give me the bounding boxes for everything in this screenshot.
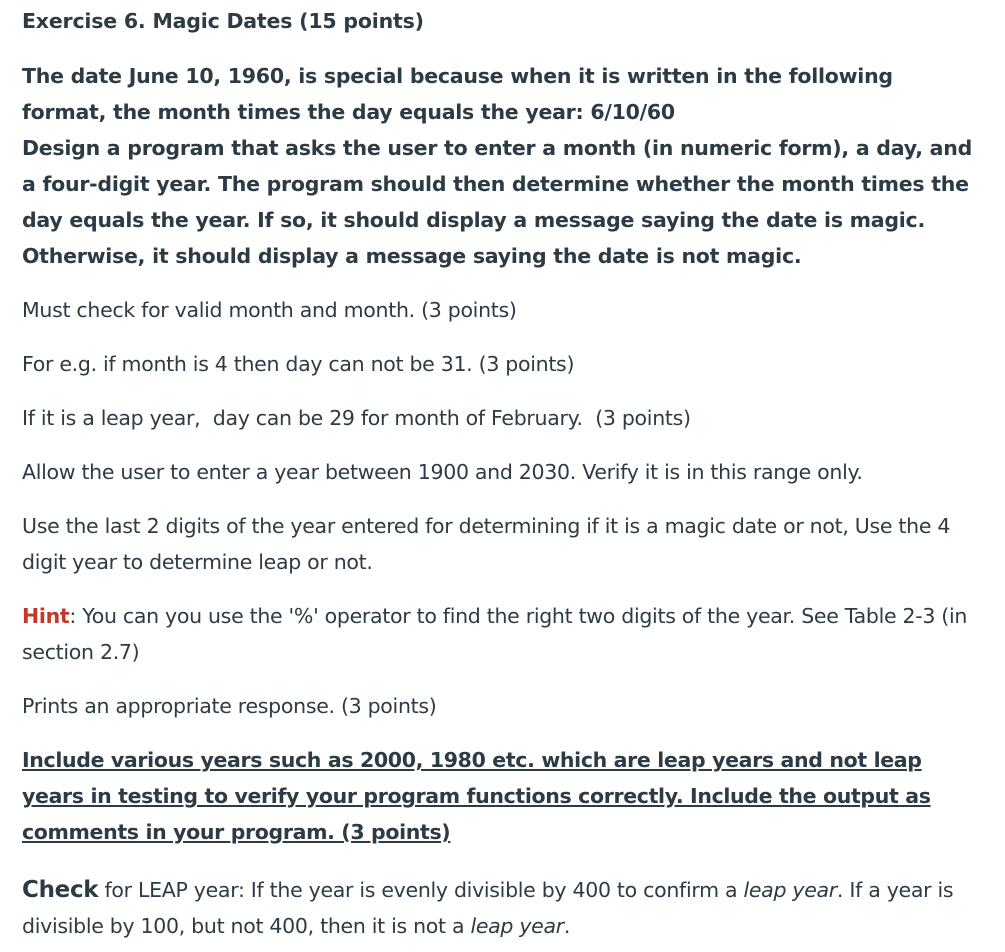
leap-check-part-3: . <box>563 914 571 938</box>
response-requirement: Prints an appropriate response. (3 points) <box>22 694 437 718</box>
intro-line-1: The date June 10, 1960, is special because when it is written in the following format, the month times the day equals the year: 6/10/60 <box>22 64 893 124</box>
hint-paragraph <box>22 598 982 670</box>
example-requirement: For e.g. if month is 4 then day can not be 31. (3 points) <box>22 352 575 376</box>
hint-label: Hint <box>22 604 70 628</box>
check-word: Check <box>22 877 99 903</box>
year-range-requirement: Allow the user to enter a year between 1900 and 2030. Verify it is in this range only. <box>22 460 863 484</box>
leap-february-requirement: If it is a leap year, day can be 29 for month of February. (3 points) <box>22 406 691 430</box>
exercise-title: Exercise 6. Magic Dates (15 points) <box>22 9 424 33</box>
valid-check-requirement: Must check for valid month and month. (3 points) <box>22 298 517 322</box>
last-two-digits-requirement: Use the last 2 digits of the year entered for determining if it is a magic date or not, Use the 4 digit year to determine leap or not. <box>22 514 951 574</box>
leap-year-term-1: leap year <box>743 878 837 902</box>
testing-requirement: Include various years such as 2000, 1980 etc. which are leap years and not leap years in testing to verify your program functions correctly. Include the output as comments in your program. (3 points) <box>22 748 931 844</box>
leap-year-term-2: leap year <box>470 914 564 938</box>
intro-line-2: Design a program that asks the user to enter a month (in numeric form), a day, and a four-digit year. The program should then determine whether the month times the day equals the year. If so, it should display a message saying the date is magic. Otherwise, it should display a message saying the date is not magic. <box>22 136 972 268</box>
leap-check-part-2: . If a year is divisible by 100, but not 400, then it is not a <box>22 878 954 938</box>
intro-text <box>22 58 982 274</box>
leap-check-paragraph <box>22 872 982 944</box>
leap-check-part-1: for LEAP year: If the year is evenly divisible by 400 to confirm a <box>98 878 744 902</box>
hint-text: : You can you use the '%' operator to find the right two digits of the year. See Table 2-3 (in section 2.7) <box>22 604 968 664</box>
